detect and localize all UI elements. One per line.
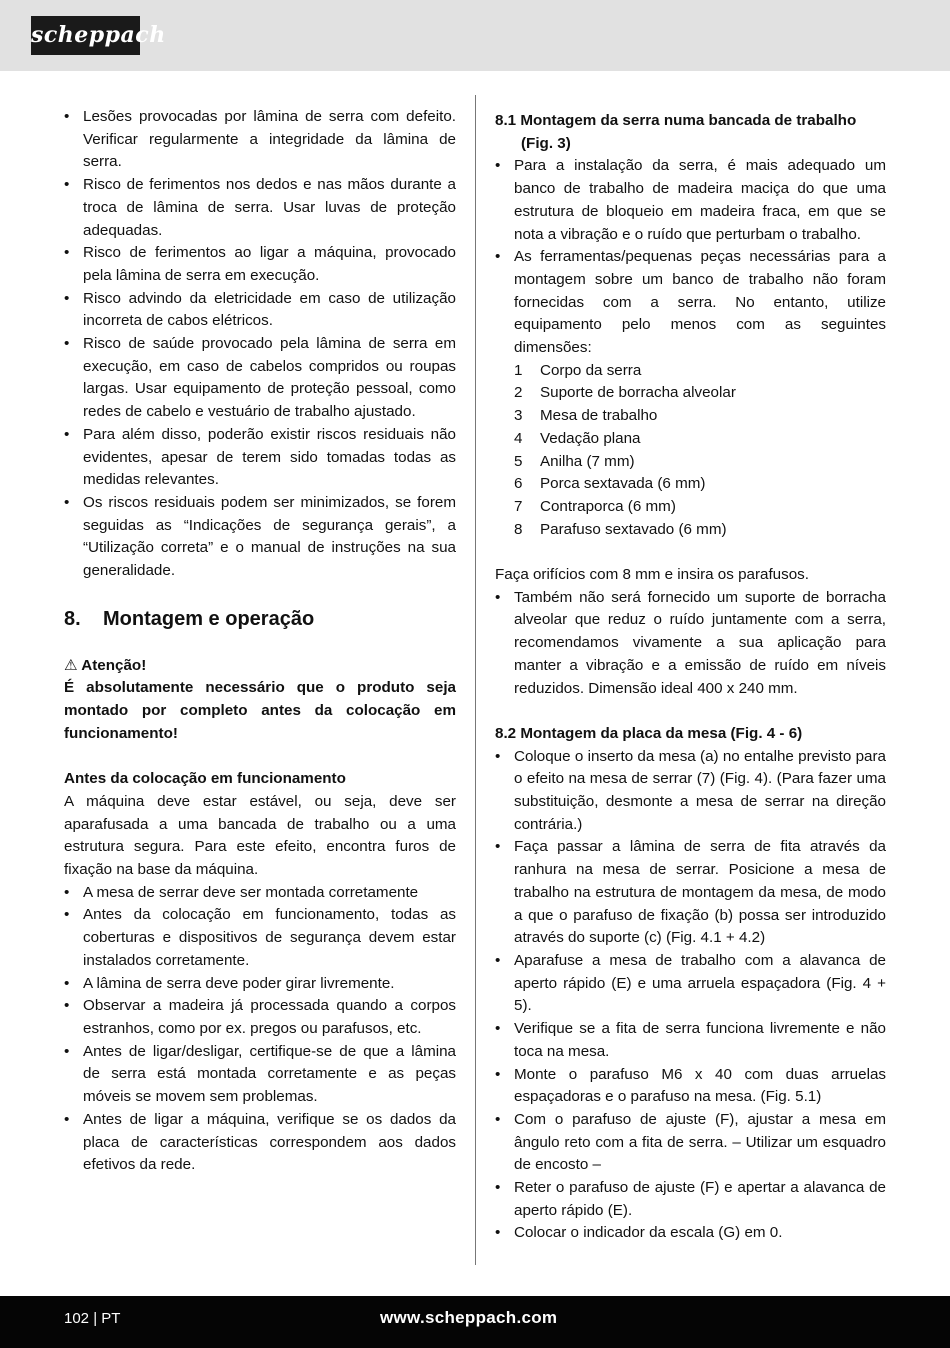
list-item: • Coloque o inserto da mesa (a) no entalhe previsto para o efeito na mesa de serrar (7) (Fig. 4). (Para fazer uma substituição, desmonte a mesa de serrar na direção contrária.) — [495, 746, 886, 837]
list-item: • Para além disso, poderão existir riscos residuais não evidentes, apesar de terem sido tomadas todas as medidas relevantes. — [64, 424, 456, 492]
workbench-list — [495, 155, 886, 359]
page-header — [0, 0, 950, 71]
list-item: • A lâmina de serra deve poder girar livremente. — [64, 973, 456, 996]
page-number: 102 | PT — [64, 1310, 121, 1327]
list-item: • Risco de saúde provocado pela lâmina de serra em execução, em caso de cabelos compridos ou roupas largas. Usar equipamento de proteção pessoal, como redes de cabelo e vestuário de trabalho ajustado. — [64, 333, 456, 424]
subsection-8-1-title — [495, 110, 886, 155]
list-item: • Antes de ligar a máquina, verifique se os dados da placa de características correspondem aos dados efetivos da rede. — [64, 1109, 456, 1177]
list-item: • Com o parafuso de ajuste (F), ajustar a mesa em ângulo reto com a fita de serra. – Utilizar um esquadro de encosto – — [495, 1109, 886, 1177]
warning-text: É absolutamente necessário que o produto seja montado por completo antes da colocação em funcionamento! — [64, 679, 456, 742]
page-footer — [0, 1296, 950, 1348]
part-item: 3 Mesa de trabalho — [514, 407, 658, 425]
part-item: 1 Corpo da serra — [514, 361, 642, 379]
list-item: • Faça passar a lâmina de serra de fita através da ranhura na mesa de serrar. Posicione a mesa de trabalho na estrutura de montagem da mesa, de modo a que o parafuso de fixação (b) possa ser introduzido através do suporte (c) (Fig. 4.1 + 4.2) — [495, 836, 886, 950]
warning-title: ⚠ Atenção! — [64, 656, 147, 674]
table-plate-list — [495, 746, 886, 1245]
list-item: • Antes de ligar/desligar, certifique-se de que a lâmina de serra está montada corretamente e as peças móveis se movem sem problemas. — [64, 1041, 456, 1109]
list-item: • Para a instalação da serra, é mais adequado um banco de trabalho de madeira maciça do que uma estrutura de bloqueio em madeira fraca, em que se nota a vibração e o ruído que perturbam o trabalho. — [495, 155, 886, 246]
column-divider — [475, 95, 476, 1265]
subsection-8-2-title: 8.2 Montagem da placa da mesa (Fig. 4 - 6) — [495, 724, 803, 742]
website-url: www.scheppach.com — [380, 1308, 558, 1327]
list-item: • Reter o parafuso de ajuste (F) e apertar a alavanca de aperto rápido (E). — [495, 1177, 886, 1222]
subsection-title-line: (Fig. 3) — [521, 134, 571, 152]
left-column — [64, 106, 456, 1177]
section-number: 8. — [64, 607, 81, 630]
list-item: • Verifique se a fita de serra funciona livremente e não toca na mesa. — [495, 1018, 886, 1063]
list-item: • Também não será fornecido um suporte de borracha alveolar que reduz o ruído juntamente com a serra, recomendamos vivamente a sua aplicação para manter a vibração e a emissão de ruído em níveis reduzidos. Dimensão ideal 400 x 240 mm. — [495, 587, 886, 701]
subsection-title-line: 8.1 Montagem da serra numa bancada de trabalho — [495, 112, 857, 129]
before-operation-text: A máquina deve estar estável, ou seja, deve ser aparafusada a uma bancada de trabalho ou a uma estrutura segura. Para este efeito, encontra furos de fixação na base da máquina. — [64, 792, 456, 879]
parts-list — [495, 360, 886, 542]
section-heading — [64, 606, 456, 632]
list-item: • Colocar o indicador da escala (G) em 0. — [495, 1222, 886, 1245]
before-operation-list — [64, 882, 456, 1177]
list-item: • Risco de ferimentos ao ligar a máquina, provocado pela lâmina de serra em execução. — [64, 242, 456, 287]
part-item: 8 Parafuso sextavado (6 mm) — [514, 520, 727, 538]
residual-risks-list — [64, 106, 456, 583]
scheppach-logo: scheppach — [31, 16, 140, 55]
part-item: 4 Vedação plana — [514, 429, 641, 447]
list-item: • Risco de ferimentos nos dedos e nas mãos durante a troca de lâmina de serra. Usar luvas de proteção adequadas. — [64, 174, 456, 242]
list-item: • Risco advindo da eletricidade em caso de utilização incorreta de cabos elétricos. — [64, 288, 456, 333]
list-item: • Observar a madeira já processada quando a corpos estranhos, como por ex. pregos ou parafusos, etc. — [64, 995, 456, 1040]
part-item: 2 Suporte de borracha alveolar — [514, 384, 736, 402]
list-item: • Aparafuse a mesa de trabalho com a alavanca de aperto rápido (E) e uma arruela espaçadora (Fig. 4 + 5). — [495, 950, 886, 1018]
part-item: 7 Contraporca (6 mm) — [514, 497, 676, 515]
list-item: • Lesões provocadas por lâmina de serra com defeito. Verificar regularmente a integridade da lâmina de serra. — [64, 106, 456, 174]
rubber-support-list — [495, 587, 886, 701]
list-item: • As ferramentas/pequenas peças necessárias para a montagem sobre um banco de trabalho não foram fornecidas com a serra. No entanto, utilize equipamento pelo menos com as seguintes dimensões: — [495, 246, 886, 360]
list-item: • Monte o parafuso M6 x 40 com duas arruelas espaçadoras e o parafuso na mesa. (Fig. 5.1) — [495, 1064, 886, 1109]
part-item: 5 Anilha (7 mm) — [514, 452, 635, 470]
list-item: • A mesa de serrar deve ser montada corretamente — [64, 882, 456, 905]
list-item: • Os riscos residuais podem ser minimizados, se forem seguidas as “Indicações de segurança gerais”, a “Utilização correta” e o manual de instruções na sua generalidade. — [64, 492, 456, 583]
list-item: • Antes da colocação em funcionamento, todas as coberturas e dispositivos de segurança devem estar instalados corretamente. — [64, 904, 456, 972]
holes-text: Faça orifícios com 8 mm e insira os parafusos. — [495, 566, 809, 584]
section-title: Montagem e operação — [103, 607, 315, 630]
before-operation-heading: Antes da colocação em funcionamento — [64, 770, 346, 788]
part-item: 6 Porca sextavada (6 mm) — [514, 475, 706, 493]
right-column — [495, 110, 886, 1245]
